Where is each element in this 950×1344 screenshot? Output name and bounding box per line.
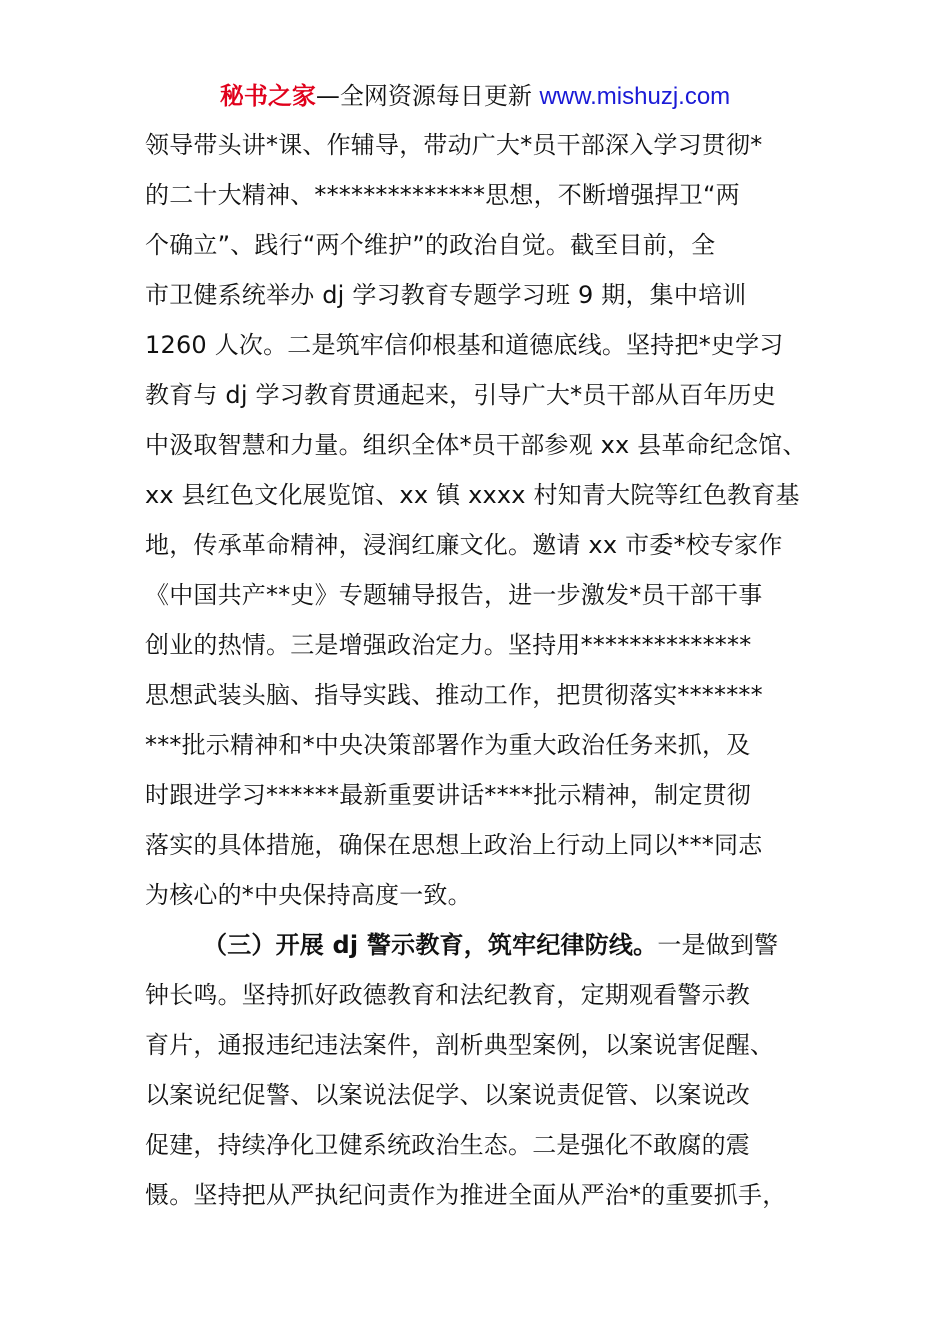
site-url[interactable]: www.mishuzj.com [539, 83, 731, 110]
body-line: ***批示精神和*中央决策部署作为重大政治任务来抓，及 [145, 731, 751, 759]
document-header [0, 80, 950, 113]
body-line: 思想武装头脑、指导实践、推动工作，把贯彻落实******* [145, 681, 763, 709]
body-line: 市卫健系统举办 dj 学习教育专题学习班 9 期，集中培训 [145, 281, 747, 309]
body-line: 1260 人次。二是筑牢信仰根基和道德底线。坚持把*史学习 [145, 331, 784, 359]
body-line: 落实的具体措施，确保在思想上政治上行动上同以***同志 [145, 831, 763, 859]
body-line: 为核心的*中央保持高度一致。 [145, 881, 472, 909]
body-line: 《中国共产**史》专题辅导报告，进一步激发*员干部干事 [145, 581, 763, 609]
body-line: 以案说纪促警、以案说法促学、以案说责促管、以案说改 [145, 1081, 750, 1109]
body-line: 育片，通报违纪违法案件，剖析典型案例，以案说害促醒、 [145, 1031, 775, 1059]
body-line: 中汲取智慧和力量。组织全体*员干部参观 xx 县革命纪念馆、 [145, 431, 807, 459]
document-body [145, 120, 815, 1220]
body-line: 时跟进学习******最新重要讲话****批示精神，制定贯彻 [145, 781, 751, 809]
body-line: 地，传承革命精神，浸润红廉文化。邀请 xx 市委*校专家作 [145, 531, 783, 559]
body-line: 领导带头讲*课、作辅导，带动广大*员干部深入学习贯彻* [145, 131, 763, 159]
section-first-line-text: 一是做到警 [657, 931, 779, 959]
body-line: 促建，持续净化卫健系统政治生态。二是强化不敢腐的震 [145, 1131, 750, 1159]
body-line: 教育与 dj 学习教育贯通起来，引导广大*员干部从百年历史 [145, 381, 776, 409]
section-first-line [145, 920, 815, 970]
section-heading: （三）开展 dj 警示教育，筑牢纪律防线。 [203, 931, 658, 959]
body-line: 钟长鸣。坚持抓好政德教育和法纪教育，定期观看警示教 [145, 981, 750, 1009]
body-line: 创业的热情。三是增强政治定力。坚持用************** [145, 631, 752, 659]
body-line: 个确立”、践行“两个维护”的政治自觉。截至目前，全 [145, 231, 716, 259]
brand-name: 秘书之家 [219, 82, 316, 110]
header-tagline: —全网资源每日更新 [315, 82, 540, 110]
body-line: 的二十大精神、**************思想，不断增强捍卫“两 [145, 181, 740, 209]
body-line: 慑。坚持把从严执纪问责作为推进全面从严治*的重要抓手， [145, 1181, 787, 1209]
body-line: xx 县红色文化展览馆、xx 镇 xxxx 村知青大院等红色教育基 [145, 481, 800, 509]
